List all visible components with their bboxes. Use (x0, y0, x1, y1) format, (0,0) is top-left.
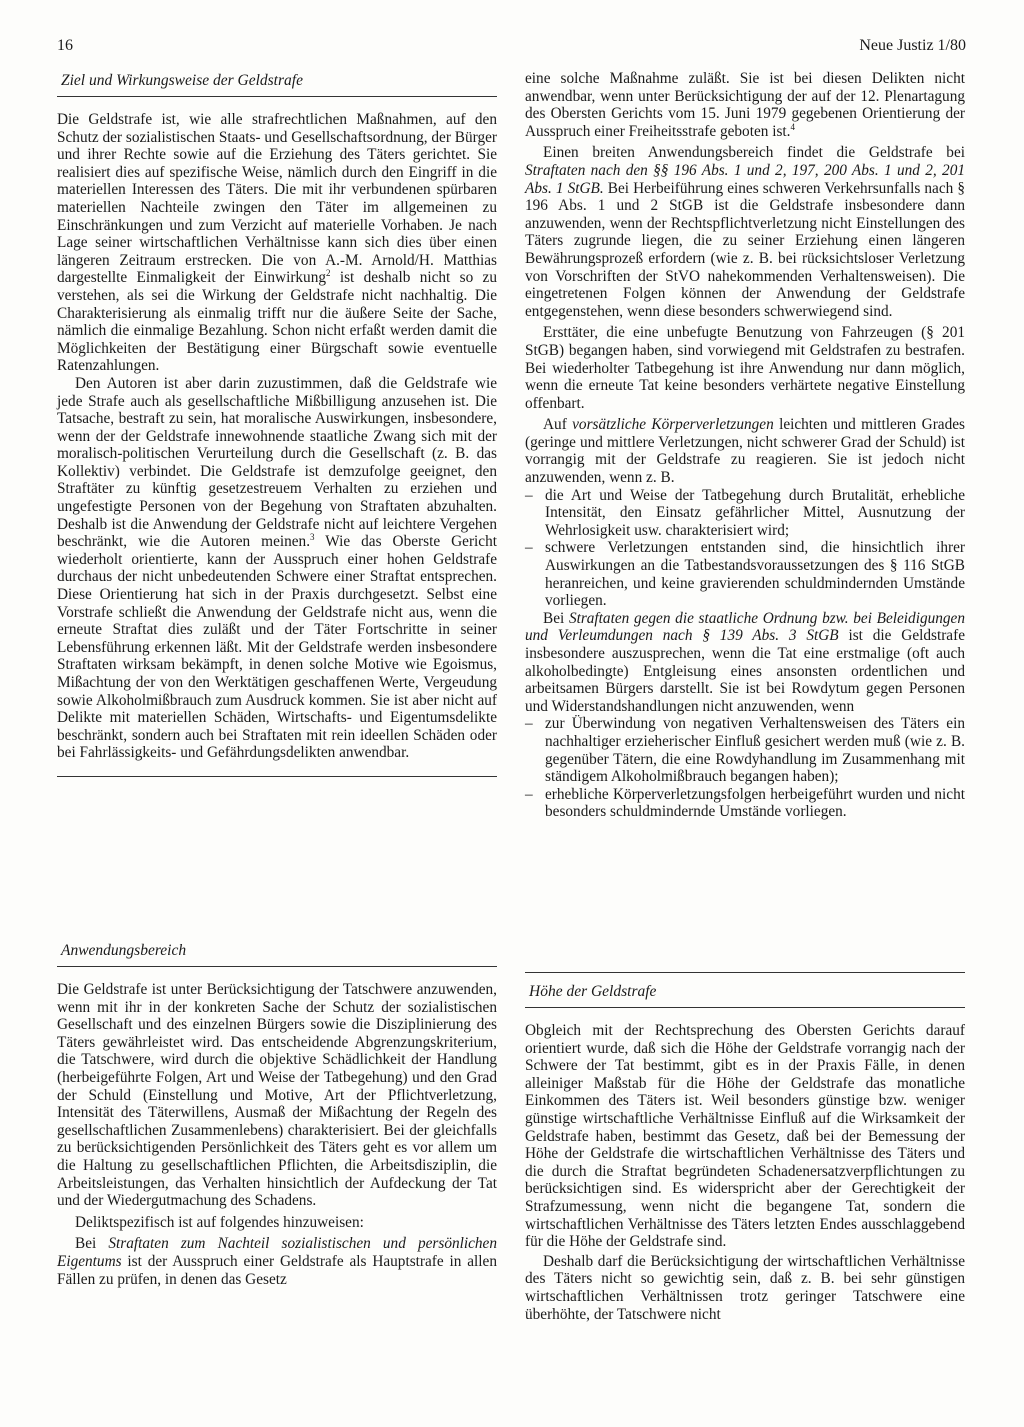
journal-issue: Neue Justiz 1/80 (859, 37, 966, 54)
footnote-ref: 4 (790, 121, 795, 132)
list-item: – die Art und Weise der Tatbegehung durch Brutalität, erhebliche Intensität, den Einsatz gefährlicher Mittel, Ausnutzung der Wehrlosigkeit usw. charakterisiert wird; (525, 486, 965, 539)
paragraph: Einen breiten Anwendungsbereich findet die Geldstrafe bei Straftaten nach den §§ 196 Abs. 1 und 2, 197, 200 Abs. 1 und 2, 201 Abs. 1 StGB. Bei Herbeiführung eines schweren Verkehrsunfalls nach § 196 Abs. 1 und 2 StGB ist die Geldstrafe insbesondere dann anzuwenden, wenn der Rechtspflichtverletzung nicht Einstellungen des Täters zugrunde liegen, die zu seiner Erziehung einen längeren Bewährungsprozeß erfordern (wie z. B. bei rücksichtsloser Verletzung von Vorschriften der StVO nahekommenden Verhaltensweisen). Die eingetretenen Folgen können der Anwendung der Geldstrafe entgegenstehen, wenn diese besonders schwerwiegend sind. (525, 144, 966, 320)
section-amount (525, 972, 965, 1323)
paragraph: Bei Straftaten gegen die staatliche Ordnung bzw. bei Beleidigungen und Verleumdungen nach § 139 Abs. 3 StGB ist die Geldstrafe insbesondere auszusprechen, wenn die Tat eine erstmalige (oft auch alkoholbedingte) Entgleisung eines ansonsten ordentlichen und arbeitsamen Bürgers darstellt. Sie ist bei Rowdytum gegen Personen und Widerstandshandlungen nicht anzuwenden, wenn (525, 609, 965, 715)
section-scope (57, 940, 497, 1288)
paragraph: Bei Straftaten zum Nachteil sozialistischen und persönlichen Eigentums ist der Ausspruch einer Geldstrafe als Hauptstrafe in allen Fällen zu prüfen, in denen das Gesetz (57, 1235, 497, 1288)
section-heading: Anwendungsbereich (61, 942, 187, 959)
dash-list (525, 487, 965, 610)
list-item: – schwere Verletzungen entstanden sind, die hinsichtlich ihrer Auswirkungen an die Tatbestandsvoraussetzungen des § 116 StGB heranreichen, und keine gravierenden schuldmindernden Umstände vorliegen. (525, 539, 965, 610)
paragraph: Obgleich mit der Rechtsprechung des Obersten Gerichts darauf orientiert wurde, daß sich die Höhe der Geldstrafe vorrangig nach der Schwere der Tat bestimmt, gibt es in der Praxis Fälle, in denen alleiniger Maßstab für die Höhe der Geldstrafe das monatliche Einkommen des Täters ist. Weil besonders günstige bzw. weniger günstige wirtschaftliche Verhältnisse Einfluß auf die Wirksamkeit der Geldstrafe haben, bestimmt das Gesetz, daß bei der Bemessung der Höhe der Geldstrafe die wirtschaftlichen Verhältnisse des Täters und die durch die Straftat begründeten Schadenersatzverpflichtungen zu berücksichtigen sind. Es widerspricht aber der Gerechtigkeit der Strafzumessung, wenn nicht die begangene Tat, sondern die wirtschaftlichen Verhältnisse des Täters letzten Endes ausschlaggebend für die Höhe der Geldstrafe sind. (525, 1022, 965, 1251)
list-item: – zur Überwindung von negativen Verhaltensweisen des Täters ein nachhaltiger erzieherischer Einfluß gesichert werden muß (wie z. B. gegenüber Tätern, die eine Rowdyhandlung im Zusammenhang mit ständigem Alkoholmißbrauch begangen haben); (525, 715, 965, 786)
paragraph: Deshalb darf die Berücksichtigung der wirtschaftlichen Verhältnisse des Täters nicht so gewichtig sein, daß z. B. bei sehr günstigen wirtschaftlichen Verhältnissen trotz geringer Tatschwere eine überhöhte, der Tatschwere nicht (525, 1252, 965, 1323)
section-heading: Ziel und Wirkungsweise der Geldstrafe (61, 72, 303, 89)
paragraph: Deliktspezifisch ist auf folgendes hinzuweisen: (75, 1213, 364, 1231)
section-rule (57, 776, 497, 777)
paragraph: Ersttäter, die eine unbefugte Benutzung von Fahrzeugen (§ 201 StGB) begangen haben, sind vorwiegend mit Geldstrafen zu bestrafen. Bei wiederholter Tatbegehung ist ihre Anwendung nur dann möglich, wenn die erneute Tat keine besonders verhärtete negative Einstellung offenbart. (525, 324, 965, 412)
dash-list (525, 715, 965, 821)
paragraph: Die Geldstrafe ist unter Berücksichtigung der Tatschwere anzuwenden, wenn mit ihr in der konkreten Sache der Schutz der sozialistischen Gesellschaft und des einzelnen Bürgers sowie die Disziplinierung des Täters gewährleistet wird. Das entscheidende Abgrenzungskriterium, die Tatschwere, wird durch die objektive Schädlichkeit der Handlung (herbeigeführte Folgen, Art und Weise der Tatbegehung) und den Grad der Schuld (Einstellung und Motive, Art der Pflichtverletzung, Intensität des Täterwillens, Ausmaß der Mißachtung der Regeln des gesellschaftlichen Zusammenlebens) charakterisiert. Bei der gleichfalls zu berücksichtigenden Persönlichkeit des Täters geht es vor allem um die Haltung zu gesellschaftlichen Pflichten, die Arbeitsdisziplin, die Arbeitsleistungen, das Verhalten hinsichtlich der Aufdeckung der Tat und der Wiedergutmachung des Schadens. (57, 981, 497, 1210)
paragraph: Auf vorsätzliche Körperverletzungen leichten und mittleren Grades (geringe und mittlere Verletzungen, nicht schwerer Grad der Schuld) ist vorrangig mit der Geldstrafe zu reagieren. Sie ist jedoch nicht anzuwenden, wenn z. B. (525, 416, 965, 487)
page-number: 16 (57, 37, 73, 54)
right-text-block (525, 70, 965, 821)
section-heading: Höhe der Geldstrafe (529, 983, 657, 1000)
paragraph: Den Autoren ist aber darin zuzustimmen, daß die Geldstrafe wie jede Strafe auch als gesellschaftliche Mißbilligung anzusehen ist. Die Tatsache, bestraft zu sein, hat moralische Auswirkungen, insbesondere, wenn der der Geldstrafe innewohnende staatliche Zwang sich mit der moralisch-politischen Verurteilung durch die Gesellschaft (z. B. das Kollektiv) verbindet. Die Geldstrafe ist demzufolge geeignet, den Straftäter zu künftig gesetzestreuem Verhalten zu erziehen und ungefestigte Personen von der Begehung von Straftaten abzuhalten. Deshalb ist die Anwendung der Geldstrafe nicht auf leichtere Vergehen beschränkt, wie die Autoren meinen.$^3$ Wie das Oberste Gericht wiederholt orientierte, kann der Ausspruch einer hohen Geldstrafe durchaus der nicht unbedeutenden Schwere einer Straftat entsprechen. Diese Orientierung hat sich in der Praxis durchgesetzt. Selbst eine Vorstrafe schließt die Anwendung der Geldstrafe nicht aus, wenn die erneute Straftat dies zuläßt und der Täter Fortschritte in seiner Lebensführung erkennen läßt. Mit der Geldstrafe werden insbesondere Straftaten wirksam bekämpft, in denen solche Motive wie Egoismus, Mißachtung der von den Werktätigen geschaffenen Werte, Vergeudung sowie Alkoholmißbrauch zum Ausdruck kommen. Sie ist aber nicht auf Delikte mit materiellen Schäden, Wirtschafts- und Eigentumsdelikte beschränkt, sondern auch bei Straftaten mit rein ideellen Schäden oder bei Fahrlässigkeits- und Gefährdungsdelikten anwendbar. (57, 374, 497, 762)
footnote-ref: 2 (326, 268, 331, 279)
paragraph: eine solche Maßnahme zuläßt. Sie ist bei diesen Delikten nicht anwendbar, wenn unter Berücksichtigung der auf der 12. Plenartagung des Obersten Gerichts vom 15. Juni 1979 gegebenen Orientierung der Ausspruch einer Freiheitsstrafe geboten ist.$^4$ (525, 70, 965, 140)
list-item: – erhebliche Körperverletzungsfolgen herbeigeführt wurden und nicht besonders schuldmindernde Umstände vorliegen. (525, 785, 965, 821)
section-rule (525, 972, 965, 973)
paragraph: Die Geldstrafe ist, wie alle strafrechtlichen Maßnahmen, auf den Schutz der sozialistischen Staats- und Gesellschaftsordnung, der Bürger und ihrer Rechte sowie auf die Erziehung des Täters gerichtet. Sie realisiert dies auf spezifische Weise, nämlich durch den Eingriff in die materiellen Interessen des Täters. Die mit ihr verbundenen spürbaren materiellen Nachteile zwingen den Täter im allgemeinen zu Einschränkungen und zum Verzicht auf materielle Vorhaben. Je nach Lage seiner wirtschaftlichen Verhältnisse kann sich dies über einen längeren Zeitraum erstrecken. Die von A.-M. Arnold/H. Matthias dargestellte Einmaligkeit der Einwirkung$^2$ ist deshalb nicht so zu verstehen, als sei die Wirkung der Geldstrafe nicht nachhaltig. Die Charakterisierung als einmalig trifft nur die äußere Seite der Sache, nämlich die einmalige Bezahlung. Schon nicht erfaßt werden damit die Möglichkeiten der Bestätigung einer Bürgschaft sowie eventuelle Ratenzahlungen. (57, 111, 497, 375)
section-goal (57, 70, 497, 777)
footnote-ref: 3 (310, 532, 315, 543)
